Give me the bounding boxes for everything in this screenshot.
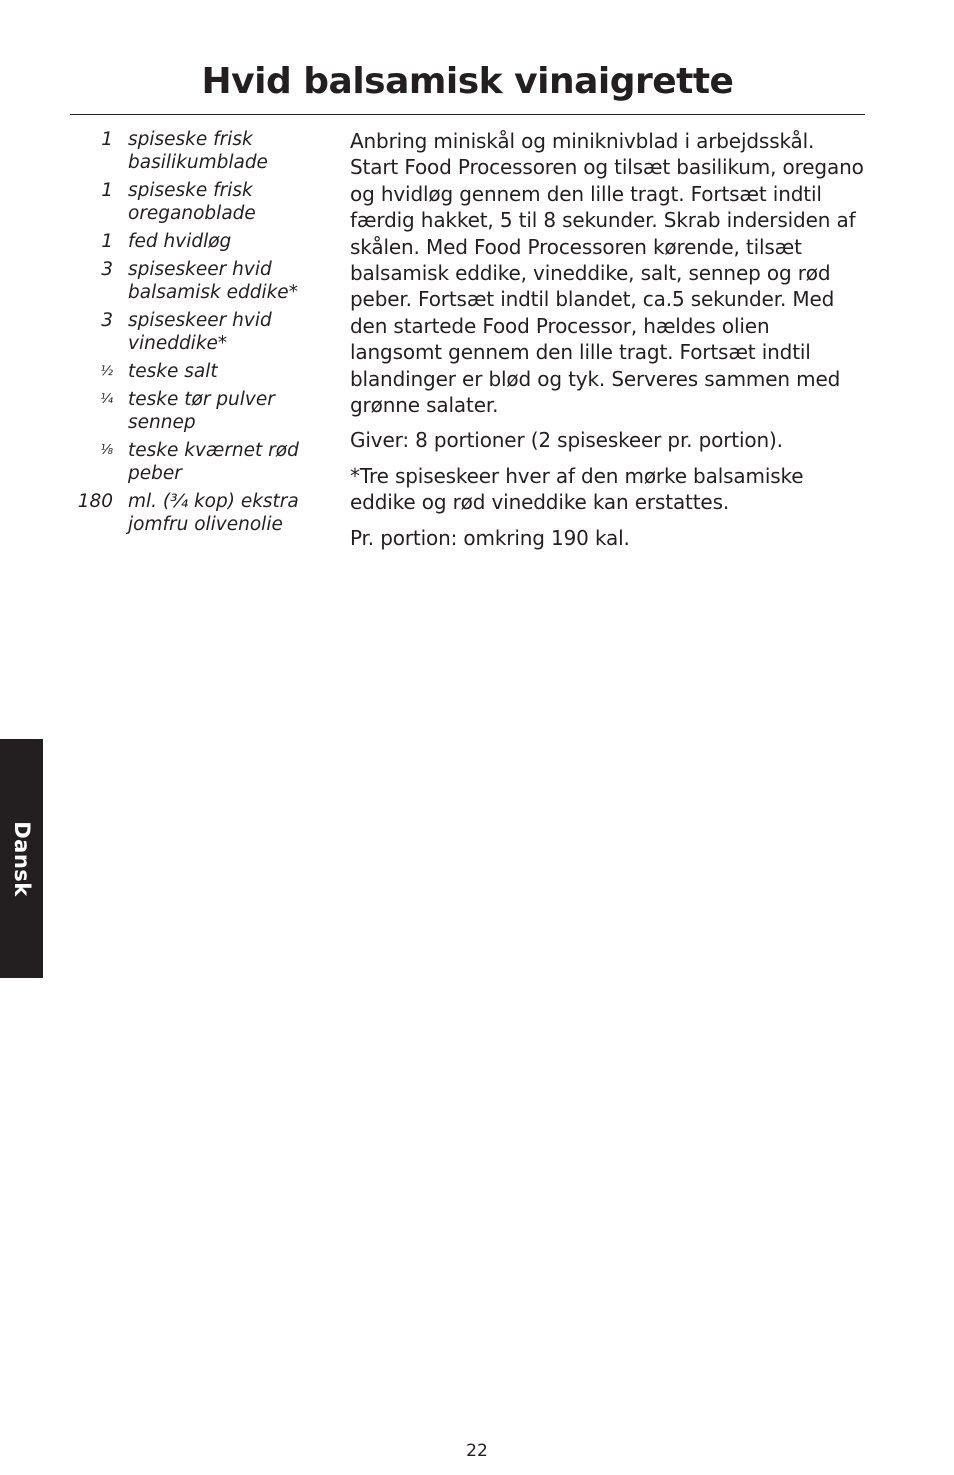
ingredient-text: spiseske frisk basilikumblade <box>128 129 268 173</box>
ingredient-item <box>70 360 330 383</box>
ingredient-text: teske kværnet rød peber <box>128 440 299 484</box>
ingredient-item <box>70 258 330 304</box>
title-divider <box>70 114 865 115</box>
page-title: Hvid balsamisk vinaigrette <box>201 61 734 102</box>
ingredient-text: spiseske frisk oreganoblade <box>128 180 256 224</box>
ingredient-quantity: 3 <box>101 310 113 331</box>
ingredient-quantity: 1 <box>101 231 113 252</box>
ingredient-quantity: ⅛ <box>100 443 113 458</box>
yield-paragraph: Giver: 8 portioner (2 spiseskeer pr. portion). <box>350 428 783 453</box>
ingredient-item <box>70 309 330 355</box>
language-tab-label: Dansk <box>9 820 34 897</box>
ingredient-text: spiseskeer hvid balsamisk eddike* <box>128 259 298 303</box>
ingredient-text: teske tør pulver sennep <box>128 389 275 433</box>
ingredient-text: spiseskeer hvid vineddike* <box>128 310 272 354</box>
ingredient-quantity: 3 <box>101 259 113 280</box>
ingredient-item <box>70 490 330 536</box>
ingredient-item <box>70 388 330 434</box>
method-paragraph: Anbring miniskål og miniknivblad i arbejdsskål. Start Food Processoren og tilsæt basilikum, oregano og hvidløg gennem den lille tragt. Fortsæt indtil færdig hakket, 5 til 8 sekunder. Skrab indersiden af skålen. Med Food Processoren kørende, tilsæt balsamisk eddike, vineddike, salt, sennep og rød peber. Fortsæt indtil blandet, ca.5 sekunder. Med den startede Food Processor, hældes olien langsomt gennem den lille tragt. Fortsæt indtil blandinger er blød og tyk. Serveres sammen med grønne salater. <box>350 129 864 418</box>
substitution-note: *Tre spiseskeer hver af den mørke balsamiske eddike og rød vineddike kan erstattes. <box>350 463 804 515</box>
ingredient-text: teske salt <box>128 361 218 382</box>
ingredient-quantity: 1 <box>101 180 113 201</box>
instructions <box>350 128 865 560</box>
ingredient-quantity: 180 <box>77 491 113 512</box>
ingredient-list <box>70 128 330 541</box>
ingredient-text: ml. (¾ kop) ekstra jomfru olivenolie <box>128 491 299 535</box>
ingredient-item <box>70 230 330 253</box>
ingredient-quantity: ½ <box>100 364 113 379</box>
ingredient-item <box>70 179 330 225</box>
ingredient-text: fed hvidløg <box>128 231 232 252</box>
ingredient-item <box>70 128 330 174</box>
ingredient-item <box>70 439 330 485</box>
ingredient-quantity: 1 <box>101 129 113 150</box>
language-tab <box>0 739 43 978</box>
nutrition-info: Pr. portion: omkring 190 kal. <box>350 525 630 550</box>
ingredient-quantity: ¼ <box>100 392 113 407</box>
page-number: 22 <box>466 1441 488 1461</box>
